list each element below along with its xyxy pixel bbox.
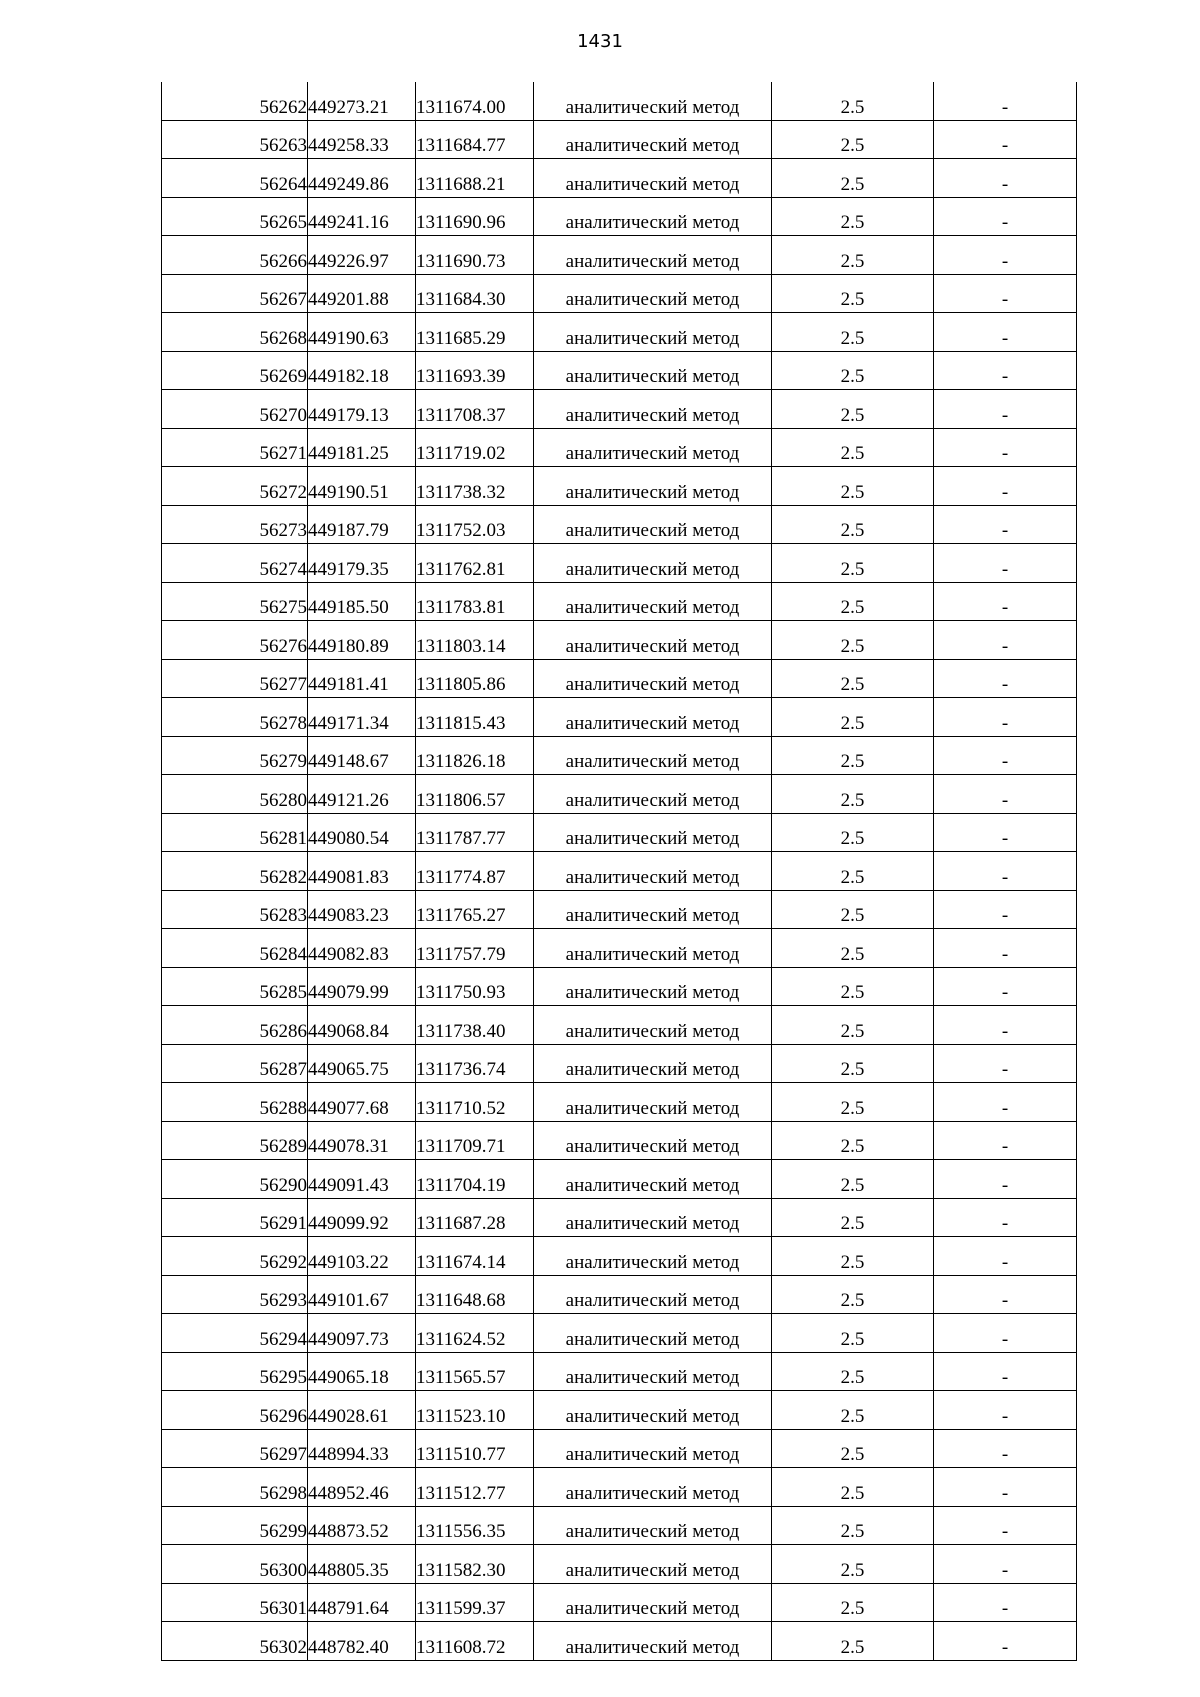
method-cell: аналитический метод [534,274,772,313]
table-row [162,120,1077,159]
note-cell: - [934,1083,1077,1122]
accuracy-cell: 2.5 [772,544,934,583]
point-number-cell: 56286 [162,1006,308,1045]
accuracy-cell: 2.5 [772,1044,934,1083]
y-coordinate-cell: 1311805.86 [416,659,534,698]
point-number-cell: 56272 [162,467,308,506]
y-coordinate-cell: 1311684.77 [416,120,534,159]
point-number-cell: 56290 [162,1160,308,1199]
table-row [162,1237,1077,1276]
x-coordinate-cell: 449182.18 [308,351,416,390]
method-cell: аналитический метод [534,852,772,891]
accuracy-cell: 2.5 [772,621,934,660]
accuracy-cell: 2.5 [772,236,934,275]
note-cell: - [934,467,1077,506]
note-cell: - [934,1275,1077,1314]
point-number-cell: 56273 [162,505,308,544]
note-cell: - [934,313,1077,352]
table-row [162,736,1077,775]
y-coordinate-cell: 1311738.32 [416,467,534,506]
note-cell: - [934,544,1077,583]
y-coordinate-cell: 1311765.27 [416,890,534,929]
table-row [162,1391,1077,1430]
method-cell: аналитический метод [534,813,772,852]
y-coordinate-cell: 1311783.81 [416,582,534,621]
x-coordinate-cell: 449028.61 [308,1391,416,1430]
method-cell: аналитический метод [534,1545,772,1584]
accuracy-cell: 2.5 [772,967,934,1006]
point-number-cell: 56291 [162,1198,308,1237]
x-coordinate-cell: 449273.21 [308,82,416,120]
accuracy-cell: 2.5 [772,1275,934,1314]
table-row [162,1352,1077,1391]
point-number-cell: 56296 [162,1391,308,1430]
accuracy-cell: 2.5 [772,890,934,929]
method-cell: аналитический метод [534,582,772,621]
note-cell: - [934,813,1077,852]
table-row [162,1506,1077,1545]
point-number-cell: 56280 [162,775,308,814]
table-row [162,775,1077,814]
y-coordinate-cell: 1311719.02 [416,428,534,467]
point-number-cell: 56281 [162,813,308,852]
y-coordinate-cell: 1311608.72 [416,1622,534,1661]
note-cell: - [934,120,1077,159]
accuracy-cell: 2.5 [772,582,934,621]
note-cell: - [934,159,1077,198]
note-cell: - [934,967,1077,1006]
note-cell: - [934,890,1077,929]
note-cell: - [934,351,1077,390]
table-row [162,1622,1077,1661]
method-cell: аналитический метод [534,1429,772,1468]
accuracy-cell: 2.5 [772,1506,934,1545]
note-cell: - [934,1044,1077,1083]
note-cell: - [934,1545,1077,1584]
table-row [162,890,1077,929]
x-coordinate-cell: 448873.52 [308,1506,416,1545]
accuracy-cell: 2.5 [772,1391,934,1430]
accuracy-cell: 2.5 [772,698,934,737]
method-cell: аналитический метод [534,967,772,1006]
x-coordinate-cell: 449187.79 [308,505,416,544]
accuracy-cell: 2.5 [772,659,934,698]
y-coordinate-cell: 1311693.39 [416,351,534,390]
x-coordinate-cell: 449201.88 [308,274,416,313]
table-row [162,1545,1077,1584]
note-cell: - [934,1006,1077,1045]
y-coordinate-cell: 1311803.14 [416,621,534,660]
method-cell: аналитический метод [534,390,772,429]
method-cell: аналитический метод [534,1622,772,1661]
y-coordinate-cell: 1311523.10 [416,1391,534,1430]
point-number-cell: 56289 [162,1121,308,1160]
x-coordinate-cell: 449099.92 [308,1198,416,1237]
table-row [162,1275,1077,1314]
x-coordinate-cell: 449258.33 [308,120,416,159]
point-number-cell: 56264 [162,159,308,198]
note-cell: - [934,1121,1077,1160]
method-cell: аналитический метод [534,659,772,698]
table-row [162,967,1077,1006]
table-row [162,621,1077,660]
y-coordinate-cell: 1311690.96 [416,197,534,236]
accuracy-cell: 2.5 [772,197,934,236]
accuracy-cell: 2.5 [772,1468,934,1507]
y-coordinate-cell: 1311708.37 [416,390,534,429]
x-coordinate-cell: 449091.43 [308,1160,416,1199]
y-coordinate-cell: 1311512.77 [416,1468,534,1507]
method-cell: аналитический метод [534,1468,772,1507]
point-number-cell: 56293 [162,1275,308,1314]
x-coordinate-cell: 449190.63 [308,313,416,352]
point-number-cell: 56283 [162,890,308,929]
accuracy-cell: 2.5 [772,1121,934,1160]
x-coordinate-cell: 449181.25 [308,428,416,467]
table-row [162,698,1077,737]
method-cell: аналитический метод [534,1275,772,1314]
accuracy-cell: 2.5 [772,1198,934,1237]
method-cell: аналитический метод [534,544,772,583]
table-row [162,159,1077,198]
note-cell: - [934,659,1077,698]
method-cell: аналитический метод [534,505,772,544]
accuracy-cell: 2.5 [772,775,934,814]
note-cell: - [934,1237,1077,1276]
method-cell: аналитический метод [534,236,772,275]
y-coordinate-cell: 1311826.18 [416,736,534,775]
point-number-cell: 56301 [162,1583,308,1622]
point-number-cell: 56285 [162,967,308,1006]
method-cell: аналитический метод [534,467,772,506]
table-row [162,390,1077,429]
x-coordinate-cell: 449079.99 [308,967,416,1006]
method-cell: аналитический метод [534,698,772,737]
note-cell: - [934,1506,1077,1545]
y-coordinate-cell: 1311750.93 [416,967,534,1006]
accuracy-cell: 2.5 [772,390,934,429]
point-number-cell: 56271 [162,428,308,467]
table-row [162,467,1077,506]
y-coordinate-cell: 1311752.03 [416,505,534,544]
accuracy-cell: 2.5 [772,1545,934,1584]
x-coordinate-cell: 448782.40 [308,1622,416,1661]
point-number-cell: 56274 [162,544,308,583]
point-number-cell: 56265 [162,197,308,236]
y-coordinate-cell: 1311556.35 [416,1506,534,1545]
point-number-cell: 56266 [162,236,308,275]
table-row [162,1121,1077,1160]
note-cell: - [934,390,1077,429]
note-cell: - [934,1352,1077,1391]
method-cell: аналитический метод [534,1044,772,1083]
y-coordinate-cell: 1311688.21 [416,159,534,198]
point-number-cell: 56292 [162,1237,308,1276]
y-coordinate-cell: 1311690.73 [416,236,534,275]
accuracy-cell: 2.5 [772,82,934,120]
note-cell: - [934,505,1077,544]
y-coordinate-cell: 1311648.68 [416,1275,534,1314]
note-cell: - [934,1314,1077,1353]
accuracy-cell: 2.5 [772,505,934,544]
table-row [162,582,1077,621]
note-cell: - [934,929,1077,968]
x-coordinate-cell: 449068.84 [308,1006,416,1045]
point-number-cell: 56262 [162,82,308,120]
x-coordinate-cell: 449181.41 [308,659,416,698]
point-number-cell: 56267 [162,274,308,313]
x-coordinate-cell: 449226.97 [308,236,416,275]
accuracy-cell: 2.5 [772,1622,934,1661]
note-cell: - [934,197,1077,236]
point-number-cell: 56298 [162,1468,308,1507]
note-cell: - [934,1583,1077,1622]
y-coordinate-cell: 1311685.29 [416,313,534,352]
x-coordinate-cell: 449171.34 [308,698,416,737]
method-cell: аналитический метод [534,1506,772,1545]
y-coordinate-cell: 1311674.00 [416,82,534,120]
accuracy-cell: 2.5 [772,1429,934,1468]
x-coordinate-cell: 449148.67 [308,736,416,775]
table-row [162,351,1077,390]
x-coordinate-cell: 449121.26 [308,775,416,814]
table-row [162,82,1077,120]
point-number-cell: 56270 [162,390,308,429]
point-number-cell: 56269 [162,351,308,390]
method-cell: аналитический метод [534,1198,772,1237]
table-body [162,82,1077,1660]
accuracy-cell: 2.5 [772,1160,934,1199]
x-coordinate-cell: 449078.31 [308,1121,416,1160]
point-number-cell: 56279 [162,736,308,775]
x-coordinate-cell: 449081.83 [308,852,416,891]
table-row [162,852,1077,891]
point-number-cell: 56300 [162,1545,308,1584]
x-coordinate-cell: 449103.22 [308,1237,416,1276]
note-cell: - [934,274,1077,313]
y-coordinate-cell: 1311757.79 [416,929,534,968]
point-number-cell: 56275 [162,582,308,621]
note-cell: - [934,1198,1077,1237]
table-row [162,1160,1077,1199]
method-cell: аналитический метод [534,929,772,968]
note-cell: - [934,852,1077,891]
x-coordinate-cell: 449097.73 [308,1314,416,1353]
y-coordinate-cell: 1311787.77 [416,813,534,852]
y-coordinate-cell: 1311774.87 [416,852,534,891]
y-coordinate-cell: 1311762.81 [416,544,534,583]
y-coordinate-cell: 1311684.30 [416,274,534,313]
method-cell: аналитический метод [534,1160,772,1199]
point-number-cell: 56302 [162,1622,308,1661]
x-coordinate-cell: 448994.33 [308,1429,416,1468]
note-cell: - [934,736,1077,775]
note-cell: - [934,1391,1077,1430]
method-cell: аналитический метод [534,775,772,814]
y-coordinate-cell: 1311806.57 [416,775,534,814]
method-cell: аналитический метод [534,621,772,660]
point-number-cell: 56284 [162,929,308,968]
note-cell: - [934,82,1077,120]
table-row [162,1083,1077,1122]
x-coordinate-cell: 449249.86 [308,159,416,198]
table-row [162,1583,1077,1622]
accuracy-cell: 2.5 [772,120,934,159]
note-cell: - [934,1468,1077,1507]
accuracy-cell: 2.5 [772,467,934,506]
method-cell: аналитический метод [534,197,772,236]
accuracy-cell: 2.5 [772,274,934,313]
x-coordinate-cell: 448791.64 [308,1583,416,1622]
page-number: 1431 [577,31,623,52]
method-cell: аналитический метод [534,1237,772,1276]
y-coordinate-cell: 1311599.37 [416,1583,534,1622]
note-cell: - [934,698,1077,737]
note-cell: - [934,1622,1077,1661]
accuracy-cell: 2.5 [772,1314,934,1353]
y-coordinate-cell: 1311704.19 [416,1160,534,1199]
y-coordinate-cell: 1311738.40 [416,1006,534,1045]
accuracy-cell: 2.5 [772,1583,934,1622]
accuracy-cell: 2.5 [772,1352,934,1391]
method-cell: аналитический метод [534,1391,772,1430]
accuracy-cell: 2.5 [772,1083,934,1122]
table-row [162,544,1077,583]
method-cell: аналитический метод [534,1083,772,1122]
note-cell: - [934,236,1077,275]
table-row [162,428,1077,467]
table-row [162,1198,1077,1237]
x-coordinate-cell: 448805.35 [308,1545,416,1584]
x-coordinate-cell: 449080.54 [308,813,416,852]
point-number-cell: 56282 [162,852,308,891]
x-coordinate-cell: 449077.68 [308,1083,416,1122]
accuracy-cell: 2.5 [772,428,934,467]
x-coordinate-cell: 449185.50 [308,582,416,621]
table-row [162,274,1077,313]
y-coordinate-cell: 1311687.28 [416,1198,534,1237]
table-row [162,813,1077,852]
x-coordinate-cell: 449179.35 [308,544,416,583]
x-coordinate-cell: 449241.16 [308,197,416,236]
accuracy-cell: 2.5 [772,351,934,390]
x-coordinate-cell: 449101.67 [308,1275,416,1314]
x-coordinate-cell: 449083.23 [308,890,416,929]
y-coordinate-cell: 1311709.71 [416,1121,534,1160]
note-cell: - [934,775,1077,814]
point-number-cell: 56294 [162,1314,308,1353]
y-coordinate-cell: 1311736.74 [416,1044,534,1083]
y-coordinate-cell: 1311565.57 [416,1352,534,1391]
accuracy-cell: 2.5 [772,813,934,852]
point-number-cell: 56268 [162,313,308,352]
note-cell: - [934,582,1077,621]
point-number-cell: 56297 [162,1429,308,1468]
method-cell: аналитический метод [534,1352,772,1391]
table-row [162,1006,1077,1045]
table-row [162,313,1077,352]
x-coordinate-cell: 449082.83 [308,929,416,968]
point-number-cell: 56288 [162,1083,308,1122]
method-cell: аналитический метод [534,1121,772,1160]
y-coordinate-cell: 1311710.52 [416,1083,534,1122]
point-number-cell: 56295 [162,1352,308,1391]
method-cell: аналитический метод [534,1006,772,1045]
table-row [162,929,1077,968]
method-cell: аналитический метод [534,313,772,352]
method-cell: аналитический метод [534,890,772,929]
x-coordinate-cell: 449065.18 [308,1352,416,1391]
x-coordinate-cell: 449065.75 [308,1044,416,1083]
table-row [162,659,1077,698]
x-coordinate-cell: 449179.13 [308,390,416,429]
table-row [162,1314,1077,1353]
method-cell: аналитический метод [534,120,772,159]
note-cell: - [934,1429,1077,1468]
point-number-cell: 56263 [162,120,308,159]
y-coordinate-cell: 1311624.52 [416,1314,534,1353]
method-cell: аналитический метод [534,82,772,120]
x-coordinate-cell: 449180.89 [308,621,416,660]
accuracy-cell: 2.5 [772,736,934,775]
table-row [162,1044,1077,1083]
note-cell: - [934,1160,1077,1199]
x-coordinate-cell: 448952.46 [308,1468,416,1507]
point-number-cell: 56287 [162,1044,308,1083]
accuracy-cell: 2.5 [772,313,934,352]
y-coordinate-cell: 1311582.30 [416,1545,534,1584]
table-row [162,236,1077,275]
y-coordinate-cell: 1311815.43 [416,698,534,737]
accuracy-cell: 2.5 [772,159,934,198]
accuracy-cell: 2.5 [772,929,934,968]
note-cell: - [934,621,1077,660]
accuracy-cell: 2.5 [772,852,934,891]
accuracy-cell: 2.5 [772,1237,934,1276]
accuracy-cell: 2.5 [772,1006,934,1045]
method-cell: аналитический метод [534,428,772,467]
point-number-cell: 56299 [162,1506,308,1545]
x-coordinate-cell: 449190.51 [308,467,416,506]
y-coordinate-cell: 1311674.14 [416,1237,534,1276]
method-cell: аналитический метод [534,159,772,198]
table-row [162,1429,1077,1468]
note-cell: - [934,428,1077,467]
method-cell: аналитический метод [534,736,772,775]
y-coordinate-cell: 1311510.77 [416,1429,534,1468]
method-cell: аналитический метод [534,1583,772,1622]
table-row [162,1468,1077,1507]
table-row [162,505,1077,544]
table-row [162,197,1077,236]
method-cell: аналитический метод [534,1314,772,1353]
coordinates-table [161,82,1077,1661]
point-number-cell: 56277 [162,659,308,698]
point-number-cell: 56276 [162,621,308,660]
point-number-cell: 56278 [162,698,308,737]
method-cell: аналитический метод [534,351,772,390]
